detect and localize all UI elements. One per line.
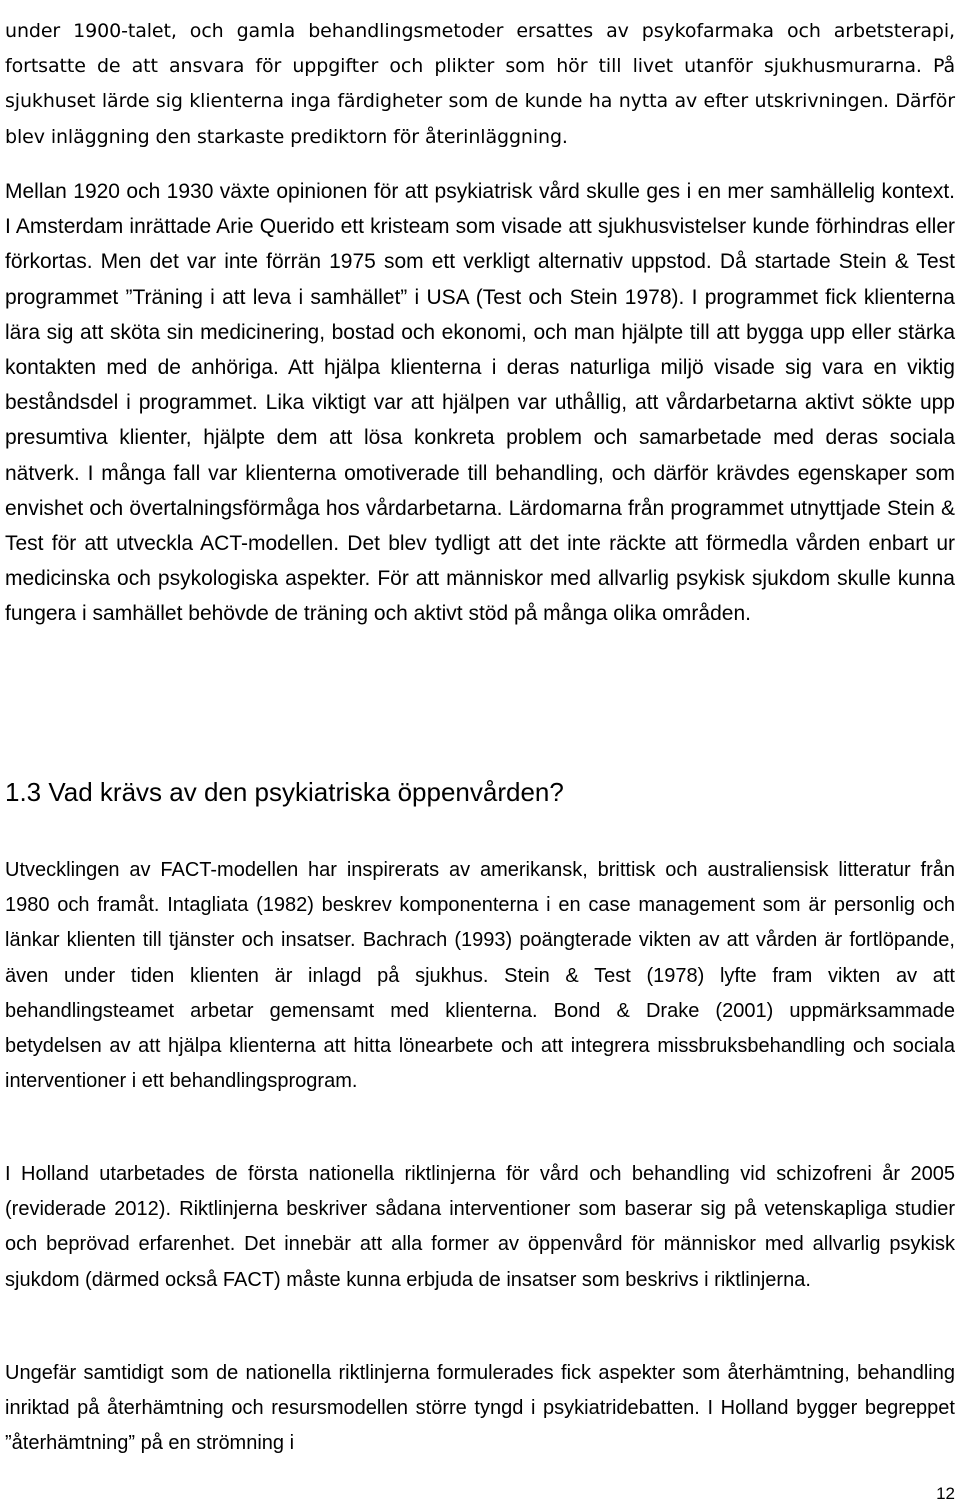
page-number: 12 [936,1484,955,1503]
section-heading: 1.3 Vad krävs av den psykiatriska öppenvården? [5,777,564,807]
intro-paragraph-b: Mellan 1920 och 1930 växte opinionen för att psykiatrisk vård skulle ges i en mer samhällelig kontext. I Amsterdam inrättade Arie Querido ett kristeam som visade att sjukhusvistelser kunde förhindras eller förkortas. Men det var inte förrän 1975 som ett verkligt alternativ uppstod. Då startade Stein & Test programmet ”Träning i att leva i samhället” i USA (Test och Stein 1978). I programmet fick klienterna lära sig att sköta sin medicinering, bostad och ekonomi, och man hjälpte till att bygga upp eller stärka kontakten med de anhöriga. Att hjälpa klienterna i deras naturliga miljö visade sig vara en viktig beståndsdel i programmet. Lika viktigt var att hjälpen var uthållig, att vårdarbetarna aktivt sökte upp presumtiva klienter, hjälpte dem att lösa konkreta problem och samarbetade med deras sociala nätverk. I många fall var klienterna omotiverade till behandling, och därför krävdes egenskaper som envishet och övertalningsförmåga hos vårdarbetarna. Lärdomarna från programmet utnyttjade Stein & Test för att utveckla ACT-modellen. Det blev tydligt att det inte räckte att förmedla vården enbart ur medicinska och psykologiska aspekter. För att människor med allvarlig psykisk sjukdom skulle kunna fungera i samhället behövde de träning och aktivt stöd på många olika områden. [5,180,955,626]
body-paragraph-1: Utvecklingen av FACT-modellen har inspirerats av amerikansk, brittisk och australiensisk litteratur från 1980 och framåt. Intagliata (1982) beskrev komponenterna i en case management som är personlig och länkar klienten till tjänster och insatser. Bachrach (1993) poängterade vikten av att vården är fortlöpande, även under tiden klienten är inlagd på sjukhus. Stein & Test (1978) lyfte fram vikten av att behandlingsteamet arbetar gemensamt med klienterna. Bond & Drake (2001) uppmärksammade betydelsen av att hjälpa klienterna att hitta lönearbete och att integrera missbruksbehandling och sociala interventioner i ett behandlingsprogram. [5,859,955,1093]
body-paragraph-3: Ungefär samtidigt som de nationella riktlinjerna formulerades fick aspekter som återhämtning, behandling inriktad på återhämtning och resursmodellen större tyngd i psykiatridebatten. I Holland bygger begreppet ”återhämtning” på en strömning i [5,1362,955,1455]
intro-paragraph-a: under 1900-talet, och gamla behandlingsmetoder ersattes av psykofarmaka och arbetsterapi, fortsatte de att ansvara för uppgifter och plikter som hör till livet utanför sjukhusmurarna. På sjukhuset lärde sig klienterna inga färdigheter som de kunde ha nytta av efter utskrivningen. Därför blev inläggning den starkaste prediktorn för återinläggning. [5,20,955,148]
body-paragraph-2: I Holland utarbetades de första nationella riktlinjerna för vård och behandling vid schizofreni år 2005 (reviderade 2012). Riktlinjerna beskriver sådana interventioner som baserar sig på vetenskapliga studier och beprövad erfarenhet. Det innebär att alla former av öppenvård för människor med allvarlig psykisk sjukdom (därmed också FACT) måste kunna erbjuda de insatser som beskrivs i riktlinjerna. [5,1163,955,1291]
